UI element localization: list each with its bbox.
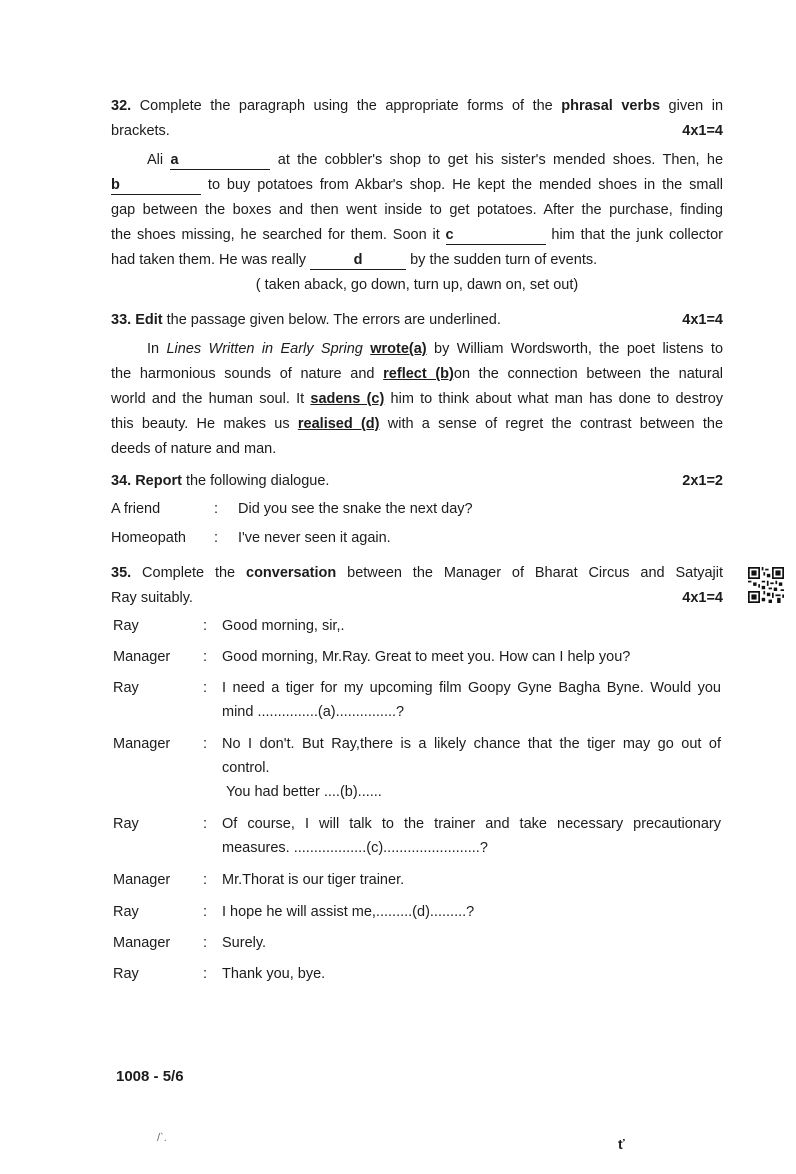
q32-instruction-line-1: 32. Complete the paragraph using the appropriate forms of the phrasal verbs given in xyxy=(111,98,724,114)
error-a: wrote(a) xyxy=(370,341,427,357)
q35-dialogue-row: Manager : No I don't. But Ray,there is a likely chance that the tiger may go out of control. You had better ....(b)...... xyxy=(113,736,721,800)
blank-c: c xyxy=(446,226,546,245)
q32-instruction-line-2: brackets. 4x1=4 xyxy=(111,119,723,144)
dialogue-text: I hope he will assist me,.........(d).........? xyxy=(222,904,475,920)
poem-title: Lines Written in Early Spring xyxy=(166,341,363,357)
dialogue-text: I've never seen it again. xyxy=(238,530,391,546)
question-34 xyxy=(111,469,723,546)
question-32 xyxy=(111,94,723,298)
q35-dialogue-row: Manager : Mr.Thorat is our tiger trainer. xyxy=(113,872,405,888)
blank-b: b xyxy=(111,176,201,195)
stray-mark: ť xyxy=(618,1136,625,1152)
q35-dialogue-row: Ray : Thank you, bye. xyxy=(113,966,326,982)
q32-options: ( taken aback, go down, turn up, dawn on, set out) xyxy=(255,277,579,293)
qr-code-icon xyxy=(748,567,784,603)
q33-line-2: the harmonious sounds of nature and reflect (b)on the connection between the natural xyxy=(111,366,723,382)
speaker: Ray xyxy=(113,816,139,832)
q33-line-5: deeds of nature and man. xyxy=(111,441,277,457)
q33-line-1: In Lines Written in Early Spring wrote(a) by William Wordsworth, the poet listens to xyxy=(147,341,724,357)
speaker: Manager xyxy=(113,736,171,752)
q33-line-4: this beauty. He makes us realised (d) with a sense of regret the contrast between the xyxy=(111,416,724,432)
dialogue-text: Good morning, sir,. xyxy=(222,618,345,634)
q34-marks: 2x1=2 xyxy=(682,473,723,489)
q33-marks: 4x1=4 xyxy=(682,312,723,328)
dialogue-text: control. xyxy=(222,760,270,776)
dialogue-text: Surely. xyxy=(222,935,267,951)
dialogue-text: No I don't. But Ray,there is a likely chance that the tiger may go out of xyxy=(222,736,721,752)
q35-instruction-line-2: Ray suitably. 4x1=4 xyxy=(111,586,723,611)
q35-dialogue-row: Ray : I hope he will assist me,.........(d).........? xyxy=(113,904,475,920)
speaker: Ray xyxy=(113,966,139,982)
speaker: A friend xyxy=(111,501,161,517)
q32-paragraph-line-3: gap between the boxes and then went inside to get potatoes. After the purchase, finding xyxy=(111,202,723,218)
q35-dialogue-row: Ray : Of course, I will talk to the trainer and take necessary precautionary measures. ..................(c)........................? xyxy=(113,816,721,856)
q34-instruction: 34. Report the following dialogue. 2x1=2 xyxy=(111,469,723,494)
dialogue-text: Did you see the snake the next day? xyxy=(238,501,473,517)
speaker: Ray xyxy=(113,904,139,920)
q34-dialogue-row: A friend : Did you see the snake the next day? xyxy=(111,501,473,517)
q33-instruction: 33. Edit the passage given below. The errors are underlined. 4x1=4 xyxy=(111,308,723,333)
q33-number: 33. xyxy=(111,312,132,328)
q35-number: 35. xyxy=(111,565,132,581)
speaker: Manager xyxy=(113,935,171,951)
q35-dialogue-row: Ray : Good morning, sir,. xyxy=(113,618,345,634)
q35-dialogue-row: Manager : Surely. xyxy=(113,935,267,951)
speaker: Manager xyxy=(113,872,171,888)
dialogue-text: You had better ....(b)...... xyxy=(226,784,382,800)
q35-dialogue-row: Ray : I need a tiger for my upcoming film Goopy Gyne Bagha Byne. Would you mind ...............(a)...............? xyxy=(113,680,721,720)
speaker: Homeopath xyxy=(111,530,186,546)
dialogue-text: mind ...............(a)...............? xyxy=(222,704,405,720)
error-c: sadens (c) xyxy=(310,391,385,407)
dialogue-text: measures. ..................(c)........................? xyxy=(222,840,488,856)
error-d: realised (d) xyxy=(297,416,380,432)
page-code: 1008 - 5/6 xyxy=(116,1068,184,1085)
q34-number: 34. xyxy=(111,473,132,489)
q32-paragraph-line-4: the shoes missing, he searched for them. Soon it c him that the junk collector xyxy=(111,227,723,243)
q32-marks: 4x1=4 xyxy=(682,123,723,139)
dialogue-text: Mr.Thorat is our tiger trainer. xyxy=(222,872,405,888)
q35-instruction-line-1: 35. Complete the conversation between the Manager of Bharat Circus and Satyajit xyxy=(111,565,724,581)
q32-phrasal-verbs: phrasal verbs xyxy=(561,98,661,114)
dialogue-text: Thank you, bye. xyxy=(222,966,326,982)
q32-paragraph-line-2: b to buy potatoes from Akbar's shop. He kept the mended shoes in the small xyxy=(111,177,723,193)
q33-line-3: world and the human soul. It sadens (c) him to think about what man has done to destroy xyxy=(111,391,724,407)
dialogue-text: Good morning, Mr.Ray. Great to meet you. How can I help you? xyxy=(222,649,631,665)
q35-marks: 4x1=4 xyxy=(682,590,723,606)
error-b: reflect (b) xyxy=(383,366,454,382)
q32-paragraph-line-1: Ali a at the cobbler's shop to get his sister's mended shoes. Then, he xyxy=(147,152,724,168)
q34-dialogue-row: Homeopath : I've never seen it again. xyxy=(111,530,391,546)
speaker: Manager xyxy=(113,649,171,665)
q32-paragraph-line-5: had taken them. He was really d by the sudden turn of events. xyxy=(111,252,598,268)
stray-mark: /`. xyxy=(157,1132,167,1144)
question-33 xyxy=(111,308,723,462)
question-35 xyxy=(111,561,723,611)
q35-dialogue-row: Manager : Good morning, Mr.Ray. Great to meet you. How can I help you? xyxy=(113,649,631,665)
blank-d: d xyxy=(310,251,406,270)
q32-number: 32. xyxy=(111,98,132,114)
speaker: Ray xyxy=(113,680,139,696)
speaker: Ray xyxy=(113,618,139,634)
dialogue-text: Of course, I will talk to the trainer and take necessary precautionary xyxy=(222,816,721,832)
dialogue-text: I need a tiger for my upcoming film Goopy Gyne Bagha Byne. Would you xyxy=(222,680,721,696)
blank-a: a xyxy=(170,151,270,170)
